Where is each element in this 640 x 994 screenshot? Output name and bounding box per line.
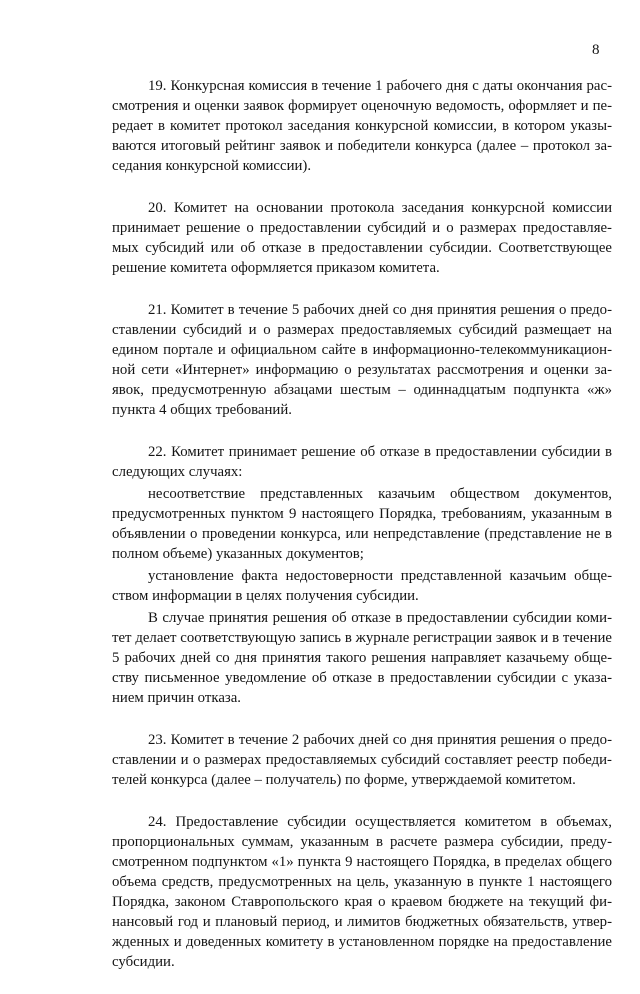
paragraph bbox=[112, 812, 612, 972]
paragraph bbox=[112, 300, 612, 420]
paragraph bbox=[112, 608, 612, 708]
text-line: 19. Конкурсная комиссия в течение 1 рабочего дня с даты окончания рас- bbox=[148, 78, 612, 94]
page-number: 8 bbox=[592, 42, 600, 58]
text-line: предусмотренных пунктом 9 настоящего Порядка, требованиям, указанным в bbox=[112, 506, 612, 522]
text-line: нием причин отказа. bbox=[112, 690, 241, 706]
text-line: тет делает соответствующую запись в журнале регистрации заявок и в течение bbox=[112, 630, 612, 646]
paragraph bbox=[112, 484, 612, 564]
paragraph bbox=[112, 198, 612, 278]
text-line: едином портале и официальном сайте в информационно-телекоммуникацион- bbox=[112, 342, 612, 358]
text-line: жденных и доведенных комитету в установленном порядке на предоставление bbox=[112, 934, 612, 950]
text-line: 5 рабочих дней со дня принятия такого решения направляет казачьему обще- bbox=[112, 650, 612, 666]
text-line: ваются итоговый рейтинг заявок и победители конкурса (далее – протокол за- bbox=[112, 138, 612, 154]
text-line: Порядка, законом Ставропольского края о краевом бюджете на текущий фи- bbox=[112, 894, 612, 910]
text-line: пропорциональных суммам, указанным в расчете размера субсидии, преду- bbox=[112, 834, 612, 850]
text-line: мых субсидий или об отказе в предоставлении субсидии. Соответствующее bbox=[112, 240, 612, 256]
document-body bbox=[112, 76, 612, 994]
text-line: смотренном подпунктом «1» пункта 9 настоящего Порядка, в пределах общего bbox=[112, 854, 612, 870]
paragraph bbox=[112, 566, 612, 606]
text-line: 22. Комитет принимает решение об отказе в предоставлении субсидии в bbox=[148, 444, 612, 460]
text-line: 21. Комитет в течение 5 рабочих дней со дня принятия решения о предо- bbox=[148, 302, 612, 318]
text-line: полном объеме) указанных документов; bbox=[112, 546, 364, 562]
text-line: ной сети «Интернет» информацию о результатах рассмотрения и оценки за- bbox=[112, 362, 612, 378]
text-line: ством информации в целях получения субсидии. bbox=[112, 588, 419, 604]
text-line: несоответствие представленных казачьим обществом документов, bbox=[148, 486, 612, 502]
text-line: ставлении субсидий и о размерах предоставляемых субсидий размещает на bbox=[112, 322, 612, 338]
text-line: субсидии. bbox=[112, 954, 175, 970]
text-line: объявлении о проведении конкурса, или непредставление (представление не в bbox=[112, 526, 612, 542]
text-line: ству письменное уведомление об отказе в предоставлении субсидии с указа- bbox=[112, 670, 612, 686]
text-line: пункта 4 общих требований. bbox=[112, 402, 292, 418]
text-line: редает в комитет протокол заседания конкурсной комиссии, в котором указы- bbox=[112, 118, 612, 134]
text-line: следующих случаях: bbox=[112, 464, 243, 480]
text-line: В случае принятия решения об отказе в предоставлении субсидии коми- bbox=[148, 610, 612, 626]
paragraph bbox=[112, 442, 612, 482]
text-line: нансовый год и плановый период, и лимитов бюджетных обязательств, утвер- bbox=[112, 914, 612, 930]
text-line: объема средств, предусмотренных на цель, указанную в пункте 1 настоящего bbox=[112, 874, 612, 890]
paragraph bbox=[112, 730, 612, 790]
text-line: явок, предусмотренную абзацами шестым – одиннадцатым подпункта «ж» bbox=[112, 382, 612, 398]
text-line: 20. Комитет на основании протокола заседания конкурсной комиссии bbox=[148, 200, 612, 216]
text-line: телей конкурса (далее – получатель) по форме, утверждаемой комитетом. bbox=[112, 772, 576, 788]
text-line: ставлении и о размерах предоставляемых субсидий составляет реестр победи- bbox=[112, 752, 612, 768]
text-line: решение комитета оформляется приказом комитета. bbox=[112, 260, 440, 276]
text-line: 24. Предоставление субсидии осуществляется комитетом в объемах, bbox=[148, 814, 612, 830]
paragraph bbox=[112, 76, 612, 176]
text-line: смотрения и оценки заявок формирует оценочную ведомость, оформляет и пе- bbox=[112, 98, 612, 114]
text-line: установление факта недостоверности представленной казачьим обще- bbox=[148, 568, 612, 584]
text-line: седания конкурсной комиссии). bbox=[112, 158, 312, 174]
text-line: 23. Комитет в течение 2 рабочих дней со дня принятия решения о предо- bbox=[148, 732, 612, 748]
text-line: принимает решение о предоставлении субсидий и о размерах предоставляе- bbox=[112, 220, 612, 236]
